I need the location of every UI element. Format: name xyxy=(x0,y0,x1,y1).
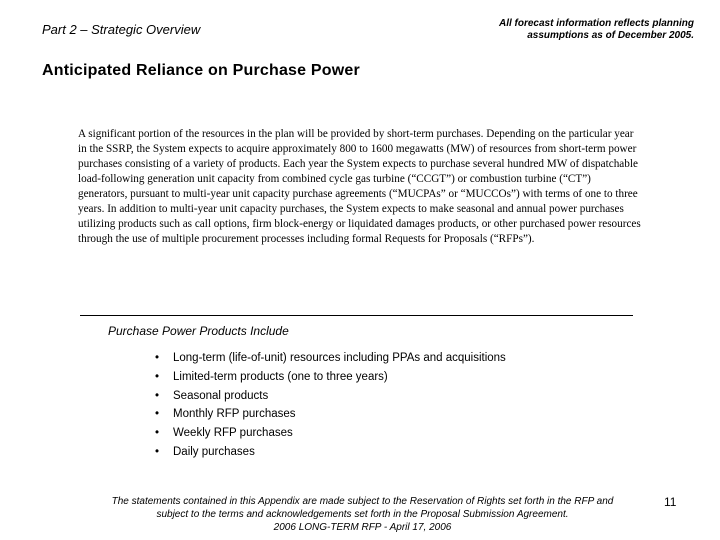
footer xyxy=(80,495,645,534)
footer-line: subject to the terms and acknowledgements set forth in the Proposal Submission Agreement. xyxy=(156,509,569,520)
divider xyxy=(80,315,633,316)
list-item xyxy=(155,444,506,463)
list-item-text: Weekly RFP purchases xyxy=(173,427,293,439)
bullet-icon: • xyxy=(155,427,160,439)
bullet-icon: • xyxy=(155,446,160,458)
list-item-text: Seasonal products xyxy=(173,390,269,402)
list-item xyxy=(155,369,506,388)
page-title: Anticipated Reliance on Purchase Power xyxy=(42,62,360,79)
bullet-icon: • xyxy=(155,352,160,364)
bullet-icon: • xyxy=(155,390,160,402)
list-item xyxy=(155,425,506,444)
list-item xyxy=(155,350,506,369)
products-list xyxy=(155,350,506,463)
disclaimer-line: All forecast information reflects planning xyxy=(498,18,694,29)
list-item-text: Limited-term products (one to three years) xyxy=(173,371,388,383)
bullet-icon: • xyxy=(155,408,160,420)
list-item-text: Monthly RFP purchases xyxy=(173,408,296,420)
products-title: Purchase Power Products Include xyxy=(108,324,289,338)
body-paragraph: A significant portion of the resources in the plan will be provided by short-term purchases. Depending on the particular year in the SSRP, the System expects to acquire approximately 800 to 1600 megawatts (MW) of resources from short-term power purchases consisting of a variety of products. Each year the System expects to purchase several hundred MW of dispatchable load-following generation unit capacity from combined cycle gas turbine (“CCGT”) or combustion turbine (“CT”) generators, pursuant to multi-year unit capacity purchase agreements (“MUCPAs” or “MUCCOs”) with terms of one to three years. In addition to multi-year unit capacity purchases, the System expects to make seasonal and annual power purchases utilizing products such as call options, firm block-energy or liquidated damages products, or other purchased power resources through the use of multiple procurement processes including formal Requests for Proposals (“RFPs”). xyxy=(78,128,641,245)
bullet-icon: • xyxy=(155,371,160,383)
list-item-text: Daily purchases xyxy=(173,446,255,458)
forecast-disclaimer xyxy=(434,18,694,42)
section-label: Part 2 – Strategic Overview xyxy=(42,22,201,37)
footer-line: 2006 LONG-TERM RFP - April 17, 2006 xyxy=(273,522,452,533)
list-item xyxy=(155,388,506,406)
footer-line: The statements contained in this Appendix are made subject to the Reservation of Rights set forth in the RFP and xyxy=(111,496,614,507)
list-item xyxy=(155,406,506,425)
list-item-text: Long-term (life-of-unit) resources including PPAs and acquisitions xyxy=(173,352,506,364)
page-number: 11 xyxy=(664,495,677,509)
disclaimer-line: assumptions as of December 2005. xyxy=(527,30,694,41)
